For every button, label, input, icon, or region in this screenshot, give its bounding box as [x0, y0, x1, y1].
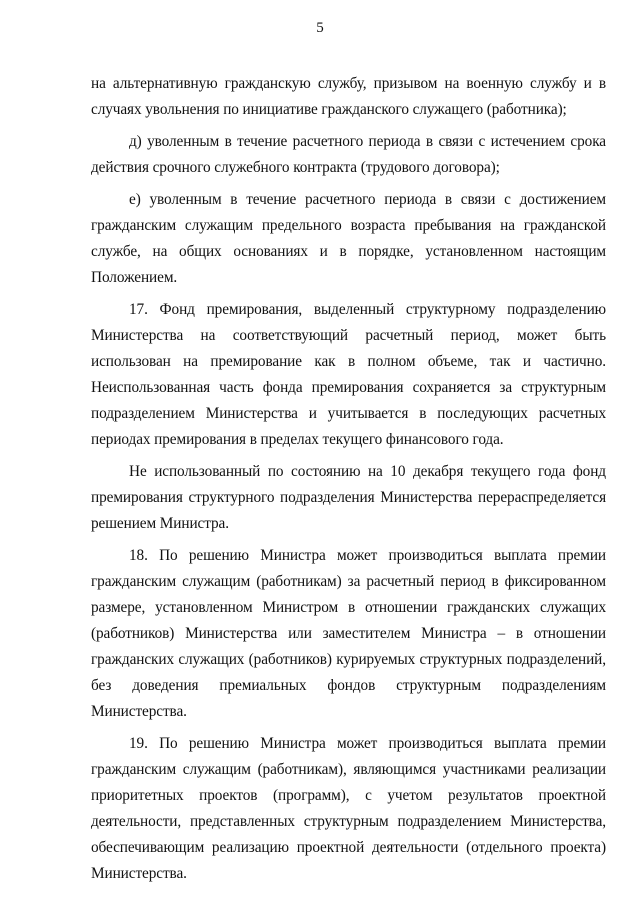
- document-body: [91, 71, 606, 893]
- paragraph-item-d: д) уволенным в течение расчетного периода в связи с истечением срока действия срочного служебного контракта (трудового договора);: [91, 133, 606, 176]
- paragraph-clause-17: 17. Фонд премирования, выделенный структурному подразделению Министерства на соответствующий расчетный период, может быть использован на премирование как в полном объеме, так и частично. Неиспользованная часть фонда премирования сохраняется за структурным подразделением Министерства и учитывается в последующих расчетных периодах премирования в пределах текущего финансового года.: [91, 301, 606, 448]
- paragraph-clause-19: 19. По решению Министра может производиться выплата премии гражданским служащим (работникам), являющимся участниками реализации приоритетных проектов (программ), с учетом результатов проектной деятельности, представленных структурным подразделением Министерства, обеспечивающим реализацию проектной деятельности (отдельного проекта) Министерства.: [91, 735, 606, 882]
- paragraph-clause-17-note: Не использованный по состоянию на 10 декабря текущего года фонд премирования структурного подразделения Министерства перераспределяется решением Министра.: [91, 463, 606, 532]
- page-number: 5: [316, 20, 324, 36]
- paragraph-clause-18: 18. По решению Министра может производиться выплата премии гражданским служащим (работникам) за расчетный период в фиксированном размере, установленном Министром в отношении гражданских служащих (работников) Министерства или заместителем Министра – в отношении гражданских служащих (работников) курируемых структурных подразделений, без доведения премиальных фондов структурным подразделениям Министерства.: [91, 547, 606, 720]
- paragraph-continuation: на альтернативную гражданскую службу, призывом на военную службу и в случаях увольнения по инициативе гражданского служащего (работника);: [91, 75, 606, 118]
- paragraph-item-e: е) уволенным в течение расчетного периода в связи с достижением гражданским служащим предельного возраста пребывания на гражданской службе, на общих основаниях и в порядке, установленном настоящим Положением.: [91, 191, 606, 286]
